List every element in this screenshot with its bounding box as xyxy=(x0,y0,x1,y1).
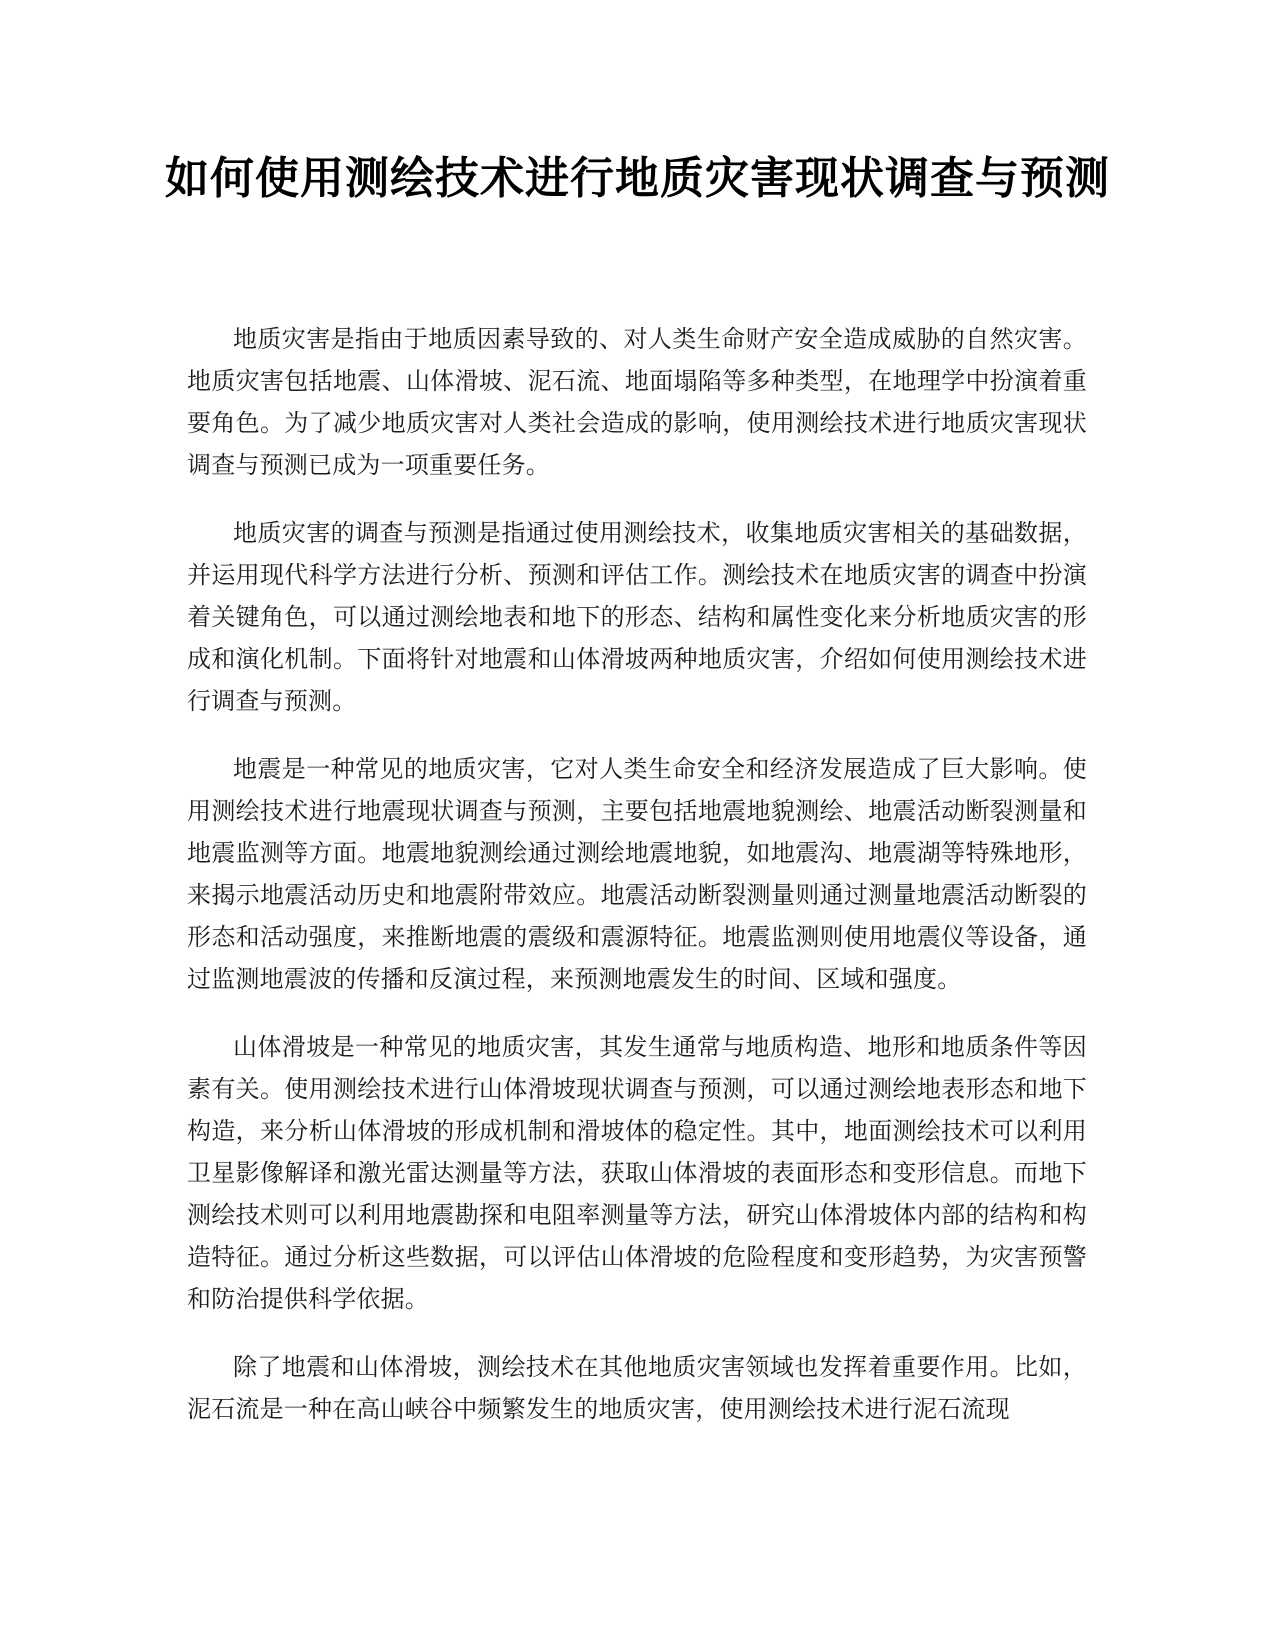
paragraph-intro: 地质灾害是指由于地质因素导致的、对人类生命财产安全造成威胁的自然灾害。地质灾害包括地震、山体滑坡、泥石流、地面塌陷等多种类型，在地理学中扮演着重要角色。为了减少地质灾害对人类社会造成的影响，使用测绘技术进行地质灾害现状调查与预测已成为一项重要任务。 xyxy=(187,325,1087,479)
paragraph-other-hazards: 除了地震和山体滑坡，测绘技术在其他地质灾害领域也发挥着重要作用。比如，泥石流是一种在高山峡谷中频繁发生的地质灾害，使用测绘技术进行泥石流现 xyxy=(187,1353,1087,1423)
document-title: 如何使用测绘技术进行地质灾害现状调查与预测 xyxy=(165,153,1110,204)
paragraph-landslide: 山体滑坡是一种常见的地质灾害，其发生通常与地质构造、地形和地质条件等因素有关。使用测绘技术进行山体滑坡现状调查与预测，可以通过测绘地表形态和地下构造，来分析山体滑坡的形成机制和滑坡体的稳定性。其中，地面测绘技术可以利用卫星影像解译和激光雷达测量等方法，获取山体滑坡的表面形态和变形信息。而地下测绘技术则可以利用地震勘探和电阻率测量等方法，研究山体滑坡体内部的结构和构造特征。通过分析这些数据，可以评估山体滑坡的危险程度和变形趋势，为灾害预警和防治提供科学依据。 xyxy=(187,1033,1087,1313)
document-body xyxy=(187,318,1087,1456)
paragraph-earthquake: 地震是一种常见的地质灾害，它对人类生命安全和经济发展造成了巨大影响。使用测绘技术进行地震现状调查与预测，主要包括地震地貌测绘、地震活动断裂测量和地震监测等方面。地震地貌测绘通过测绘地震地貌，如地震沟、地震湖等特殊地形，来揭示地震活动历史和地震附带效应。地震活动断裂测量则通过测量地震活动断裂的形态和活动强度，来推断地震的震级和震源特征。地震监测则使用地震仪等设备，通过监测地震波的传播和反演过程，来预测地震发生的时间、区域和强度。 xyxy=(187,755,1087,993)
paragraph-survey-definition: 地质灾害的调查与预测是指通过使用测绘技术，收集地质灾害相关的基础数据，并运用现代科学方法进行分析、预测和评估工作。测绘技术在地质灾害的调查中扮演着关键角色，可以通过测绘地表和地下的形态、结构和属性变化来分析地质灾害的形成和演化机制。下面将针对地震和山体滑坡两种地质灾害，介绍如何使用测绘技术进行调查与预测。 xyxy=(187,519,1087,715)
